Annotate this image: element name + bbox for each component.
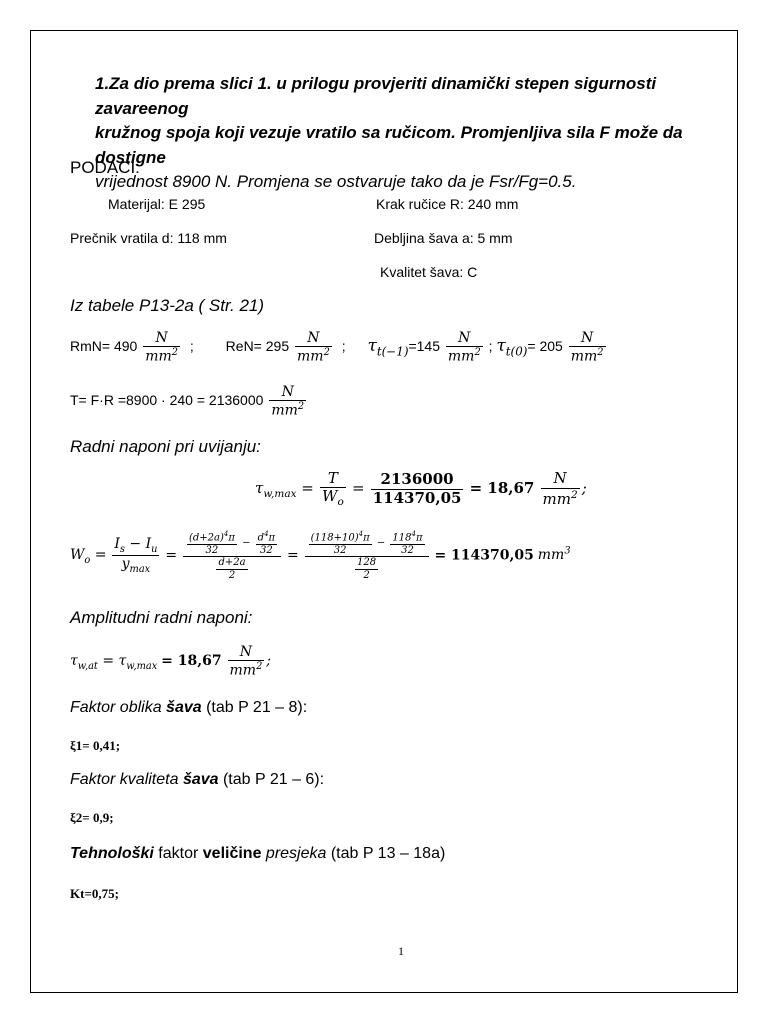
kvalitet-text: Kvalitet šava: C [380,264,478,280]
xi2-value: ξ2= 0,9; [70,810,114,825]
tau-minus1-value: =145 [408,338,441,355]
precnik-text: Prečnik vratila d: 118 mm [70,230,227,246]
tau-0-value: = 205 [527,338,563,355]
wo-equation: $W_o$ = $\frac{I_s - I_u}{y_{max}}$ = $\frac{(d+2a)^4\pi}{32}$ − $\frac{d^4\pi}{32}$ $\frac{d+2a}{2}$ = $\frac{(118+10)^4\pi}{32}$ − $\frac{118^4\pi}{32}$ $\frac{128}{2}$ = 114370,05 $mm^3$ [70,530,571,581]
faktor-kvaliteta-heading: Faktor kvaliteta šava (tab P 21 – 6): [70,771,325,788]
kt-value: Kt=0,75; [70,886,119,901]
task-line-1: 1.Za dio prema slici 1. u prilogu provjeriti dinamički stepen sigurnosti zavareenog [95,74,657,118]
xi1-value: ξ1= 0,41; [70,738,121,753]
task-line-3: vrijednost 8900 N. Promjena se ostvaruje tako da je Fsr/Fg=0.5. [95,172,577,191]
task-line-2: kružnog spoja koji vezuje vratilo sa ručicom. Promjenljiva sila F može da dostigne [95,123,683,167]
tabela-heading: Iz tabele P13-2a ( Str. 21) [70,296,265,315]
task-statement [95,72,735,195]
podaci-heading: PODACI: [70,158,140,177]
wo-result: = 114370,05 [434,547,534,564]
tau-max-result: = 18,67 [469,479,535,498]
tau-max-equation: $\tau_{w,max}$ = $\frac{T}{W_o}$ = $\frac{2136000}{114370,05}$ = 18,67 $\frac{N}{mm^2}$ ; [255,469,587,509]
ren-label: ReN= 295 [225,338,290,355]
tau-amplitude-equation: $\tau_{w,at} = \tau_{w,max} = 18,67$ $\frac{N}{mm^2}$ ; [70,644,272,679]
amplitudni-heading: Amplitudni radni naponi: [70,608,253,627]
rmn-label: RmN= 490 [70,338,138,355]
page-number: 1 [398,944,404,958]
torque-line [70,384,308,419]
debljina-text: Debljina šava a: 5 mm [374,230,513,246]
unit-fraction: $\frac{N}{mm^2}$ [570,330,604,365]
unit-fraction: $\frac{N}{mm^2}$ [447,330,481,365]
radni-heading: Radni naponi pri uvijanju: [70,437,261,456]
materijal-text: Materijal: E 295 [108,196,206,212]
material-properties-line: RmN= 490 $\frac{N}{mm^2}$ ; ReN= 295 $\frac{N}{mm^2}$ ; $\tau_{t(-1)}=145$ $\frac{N}{mm^2}$ ; $\tau_{t(0)}= 205$ $\frac{N}{mm^2}$ [70,330,604,365]
unit-fraction: $\frac{N}{mm^2}$ [297,330,330,365]
unit-fraction: $\frac{N}{mm^2}$ [145,330,178,365]
unit-fraction: $\frac{N}{mm^2}$ [271,384,305,419]
faktor-oblika-heading: Faktor oblika šava (tab P 21 – 8): [70,699,308,716]
krak-text: Krak ručice R: 240 mm [376,196,519,212]
tehnoloski-heading: Tehnološki faktor veličine presjeka (tab P 13 – 18a) [70,845,446,862]
torque-text: T= F·R =8900 · 240 = 2136000 [70,392,264,409]
amplitude-value: = 18,67 [161,653,222,670]
